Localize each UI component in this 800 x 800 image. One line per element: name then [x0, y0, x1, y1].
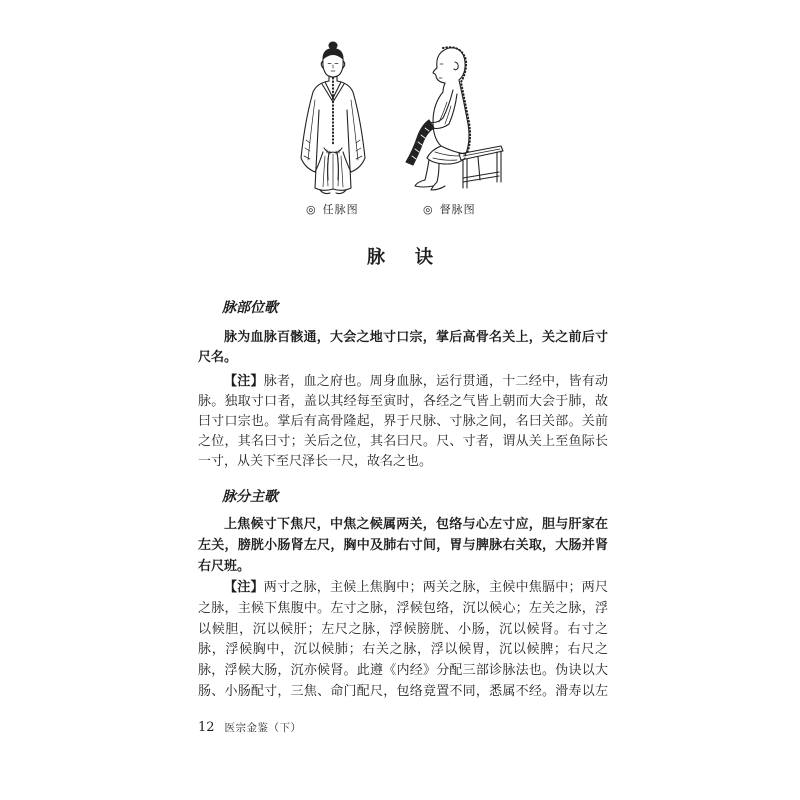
seated-figure-icon: [403, 42, 505, 194]
ren-meridian-illustration: [293, 40, 373, 198]
verse-paragraph: [198, 328, 608, 368]
caption-text: 督脉图: [439, 203, 476, 216]
note-text: 脉者，血之府也。周身血脉，运行贯通，十二经中，皆有动: [263, 374, 608, 389]
note-label: 【注】: [224, 580, 264, 595]
note-line: 脉，浮候胸中，沉以候肺；右关之脉，浮以候胃，沉以候脾；右尺之: [198, 642, 608, 658]
figure-robe: [301, 76, 365, 194]
note-paragraph: [198, 578, 608, 703]
note-line: 以候胆，沉以候肝；左尺之脉，浮候膀胱、小肠，沉以候肾。右寸之: [198, 621, 608, 637]
section-heading: 脉部位歌: [222, 300, 278, 316]
verse-line: 左关，膀胱小肠肾左尺，胸中及肺右寸间，胃与脾脉右关取，大肠并肾: [198, 538, 608, 553]
bullet-icon: ◎: [423, 203, 433, 216]
page-number: 12: [198, 720, 215, 735]
note-paragraph: [198, 372, 608, 472]
note-line: 之脉，主候下焦腹中。左寸之脉，浮候包络，沉以候心；左关之脉，浮: [198, 600, 608, 616]
figure-caption-ren: [306, 202, 359, 218]
figure-body: [406, 80, 469, 190]
chapter-title: 脉 诀: [367, 247, 439, 268]
note-line: [198, 372, 608, 392]
stool: [459, 146, 503, 188]
note-line: [198, 578, 608, 599]
note-text: 两寸之脉，主候上焦胸中；两关之脉，主候中焦膈中；两尺: [263, 580, 608, 595]
figure-caption-du: [423, 202, 476, 218]
note-line: 一寸，从关下至尺泽长一尺，故名之也。: [198, 454, 433, 469]
note-line: 脉。独取寸口者，盖以其经每至寅时，各经之气皆上朝而大会于肺，故: [198, 394, 608, 409]
verse-line: 右尺班。: [198, 559, 251, 574]
note-label: 【注】: [224, 374, 264, 389]
figure-head: [321, 42, 345, 77]
verse-line: 尺名。: [198, 350, 238, 365]
note-line: 曰寸口宗也。掌后有高骨隆起，界于尺脉、寸脉之间，名曰关部。关前: [198, 414, 608, 429]
note-line: 之位，其名曰寸；关后之位，其名曰尺。尺、寸者，谓从关上至鱼际长: [198, 434, 608, 449]
note-line: 脉，浮候大肠，沉亦候肾。此遵《内经》分配三部诊脉法也。伪诀以大: [198, 663, 608, 679]
figure-head: [433, 48, 465, 83]
du-meridian-illustration: [403, 42, 505, 194]
verse-line: 上焦候寸下焦尺，中焦之候属两关，包络与心左寸应，胆与肝家在: [224, 517, 608, 532]
verse-line: 脉为血脉百骸通，大会之地寸口宗，掌后高骨名关上，关之前后寸: [224, 330, 608, 345]
running-title: 医宗金鉴（下）: [224, 722, 302, 734]
caption-text: 任脉图: [322, 203, 359, 216]
verse-paragraph: [198, 514, 608, 577]
page-footer: [198, 719, 302, 737]
note-line: 肠、小肠配寸，三焦、命门配尺，包络竟置不同，悉属不经。滑寿以左: [198, 683, 608, 699]
section-heading: 脉分主歌: [222, 489, 278, 505]
bullet-icon: ◎: [306, 203, 316, 216]
standing-figure-icon: [293, 40, 373, 198]
